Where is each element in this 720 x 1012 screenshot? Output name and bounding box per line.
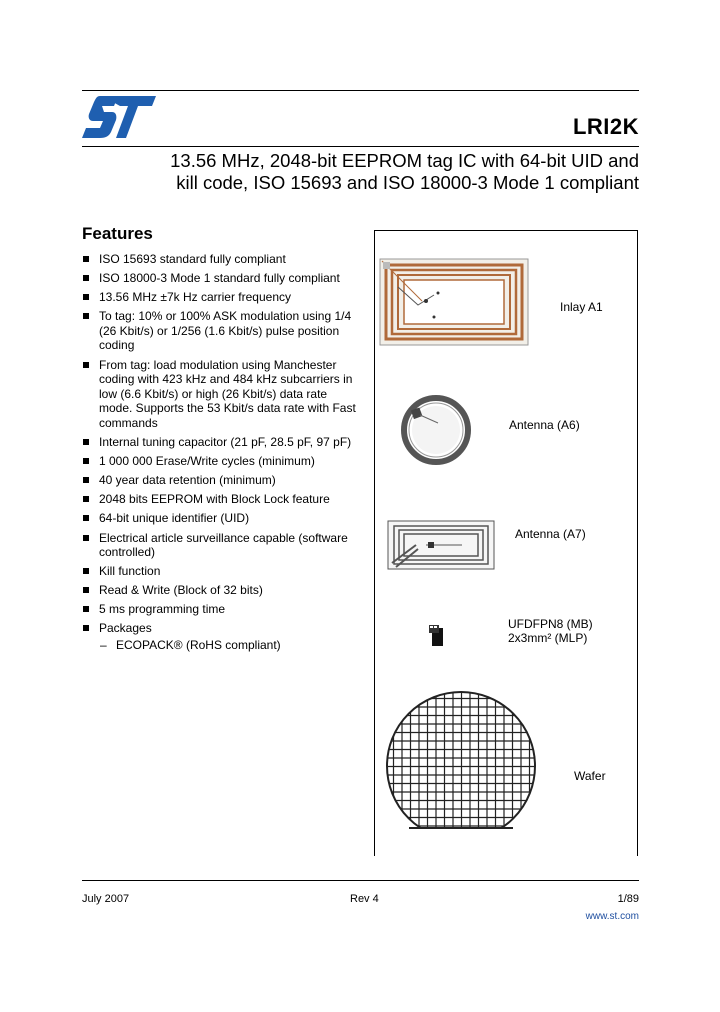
ufdfpn8-package-image [428,624,444,648]
subtitle-line-1: 13.56 MHz, 2048-bit EEPROM tag IC with 64-bit UID and [170,150,639,171]
bullet-icon [83,587,89,593]
header-rule [82,146,639,147]
bullet-icon [83,439,89,445]
footer-date: July 2007 [82,893,130,905]
inlay-a1-image [378,257,530,347]
antenna-a6-image [398,393,474,467]
bullet-icon [83,535,89,541]
list-item: 5 ms programming time [82,602,357,617]
bullet-icon [83,313,89,319]
footer-website-link[interactable]: www.st.com [585,911,639,922]
dash-icon: – [100,637,107,652]
antenna-a7-label: Antenna (A7) [515,527,586,541]
bullet-icon [83,294,89,300]
st-logo [80,94,158,140]
footer-revision: Rev 4 [350,893,379,905]
list-subitem: – ECOPACK® (RoHS compliant) [100,637,281,652]
bullet-icon [83,606,89,612]
list-item: 2048 bits EEPROM with Block Lock feature [82,492,357,507]
list-item: 64-bit unique identifier (UID) [82,511,357,526]
bullet-icon [83,625,89,631]
wafer-image [385,690,537,842]
features-list [82,252,357,657]
part-number: LRI2K [572,114,639,139]
bullet-icon [83,477,89,483]
bullet-icon [83,568,89,574]
list-item: 13.56 MHz ±7k Hz carrier frequency [82,290,357,305]
antenna-a6-label: Antenna (A6) [509,418,580,432]
list-item: ISO 18000-3 Mode 1 standard fully compliant [82,271,357,286]
bullet-icon [83,515,89,521]
footer-page-number: 1/89 [617,893,639,905]
list-item: From tag: load modulation using Manchester coding with 423 kHz and 484 kHz subcarriers in low (6.6 Kbit/s) or high (26 Kbit/s) data rate mode. Supports the 53 Kbit/s data rate with Fast commands [82,358,357,431]
features-heading: Features [82,224,153,243]
antenna-a7-image [386,519,496,571]
header-top-rule [82,90,639,91]
bullet-icon [83,275,89,281]
list-item: ISO 15693 standard fully compliant [82,252,357,267]
bullet-icon [83,256,89,262]
list-item: To tag: 10% or 100% ASK modulation using 1/4 (26 Kbit/s) or 1/256 (1.6 Kbit/s) pulse position coding [82,309,357,353]
list-item: Electrical article surveillance capable (software controlled) [82,531,357,560]
document-subtitle [139,150,639,194]
list-item: Kill function [82,564,357,579]
subtitle-line-2: kill code, ISO 15693 and ISO 18000-3 Mode 1 compliant [176,172,639,193]
ufdfpn8-label: UFDFPN8 (MB) 2x3mm² (MLP) [508,617,593,645]
list-item: Packages [82,621,357,636]
list-item: Read & Write (Block of 32 bits) [82,583,357,598]
list-item: Internal tuning capacitor (21 pF, 28.5 pF, 97 pF) [82,435,357,450]
bullet-icon [83,362,89,368]
wafer-label: Wafer [574,769,606,783]
bullet-icon [83,458,89,464]
bullet-icon [83,496,89,502]
list-item: 40 year data retention (minimum) [82,473,357,488]
footer-rule [82,880,639,881]
inlay-a1-label: Inlay A1 [560,300,603,314]
list-item: 1 000 000 Erase/Write cycles (minimum) [82,454,357,469]
